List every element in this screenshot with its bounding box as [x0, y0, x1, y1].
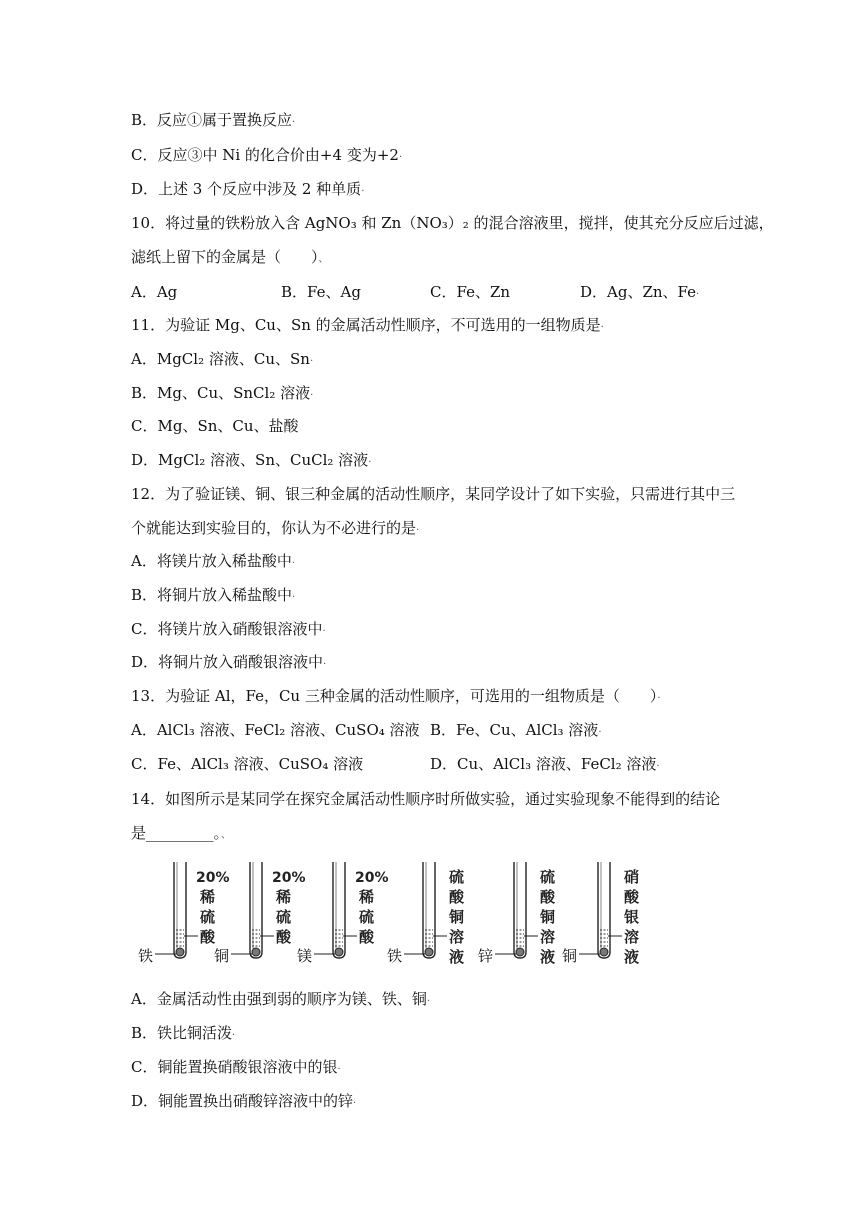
- metal-piece: [335, 948, 343, 956]
- q12-option-b: B．将铜片放入稀盐酸中·: [131, 586, 296, 604]
- q12-option-d: D．将铜片放入硝酸银溶液中·: [131, 653, 327, 671]
- q11-option-c: C．Mg、Sn、Cu、盐酸: [131, 417, 299, 435]
- q9-option-c: C．反应③中 Ni 的化合价由+4 变为+2·: [131, 146, 403, 164]
- q11-option-b: B．Mg、Cu、SnCl₂ 溶液·: [131, 384, 314, 402]
- q14-option-d: D．铜能置换出硝酸锌溶液中的锌·: [131, 1092, 357, 1110]
- tube-glass: [333, 862, 345, 958]
- solution-label-char: 稀: [200, 888, 216, 906]
- solution-label-char: 溶: [449, 928, 465, 946]
- q11-option-d: D．MgCl₂ 溶液、Sn、CuCl₂ 溶液·: [131, 451, 372, 469]
- test-tube-5: [478, 862, 556, 966]
- q14-stem-line2: 是_________。、: [131, 824, 232, 842]
- metal-piece: [252, 948, 260, 956]
- tube-glass: [423, 862, 435, 958]
- q11-stem: 11．为验证 Mg、Cu、Sn 的金属活动性顺序，不可选用的一组物质是·: [131, 316, 604, 334]
- q14-option-a: A．金属活动性由强到弱的顺序为镁、铁、铜·: [131, 990, 431, 1008]
- q13-option-b: B．Fe、Cu、AlCl₃ 溶液·: [430, 721, 602, 739]
- metal-label: 铁: [138, 947, 154, 965]
- q13-option-a: A．AlCl₃ 溶液、FeCl₂ 溶液、CuSO₄ 溶液: [131, 721, 420, 739]
- q14-stem-line1: 14．如图所示是某同学在探究金属活动性顺序时所做实验，通过实验现象不能得到的结论: [131, 790, 721, 808]
- solution-label-char: 液: [449, 948, 465, 966]
- tube-glass: [174, 862, 186, 958]
- solution-label-char: 稀: [276, 888, 292, 906]
- solution-label-char: 铜: [449, 908, 465, 926]
- solution-label-char: 硫: [276, 908, 292, 926]
- solution-label-char: 酸: [276, 928, 292, 946]
- solution-label-char: 20%: [272, 870, 306, 886]
- metal-label: 铁: [387, 947, 403, 965]
- q13-option-c: C．Fe、AlCl₃ 溶液、CuSO₄ 溶液: [131, 755, 364, 773]
- tube-glass: [598, 862, 610, 958]
- q13-stem: 13．为验证 Al，Fe，Cu 三种金属的活动性顺序，可选用的一组物质是（ ）·: [131, 687, 661, 705]
- solution-label-char: 硝: [624, 868, 640, 886]
- solution-label-char: 稀: [359, 888, 375, 906]
- metal-piece: [425, 948, 433, 956]
- solution-label-char: 银: [624, 908, 640, 926]
- solution-label-char: 液: [540, 948, 556, 966]
- q10-option-b: B．Fe、Ag: [281, 283, 361, 301]
- q10-option-d: D．Ag、Zn、Fe·: [580, 283, 700, 301]
- solution-label-char: 酸: [449, 888, 465, 906]
- q14-option-c: C．铜能置换硝酸银溶液中的银·: [131, 1058, 341, 1076]
- solution-label-char: 铜: [540, 908, 556, 926]
- q12-option-c: C．将镁片放入硝酸银溶液中·: [131, 620, 326, 638]
- solution-label-char: 溶: [540, 928, 556, 946]
- tube-glass: [250, 862, 262, 958]
- metal-piece: [516, 948, 524, 956]
- q12-stem-line2: 个就能达到实验目的，你认为不必进行的是·: [131, 519, 420, 537]
- test-tube-4: [387, 862, 465, 966]
- solution-label-char: 酸: [540, 888, 556, 906]
- solution-label-char: 硫: [359, 908, 375, 926]
- solution-label-char: 20%: [196, 870, 230, 886]
- solution-label-char: 溶: [624, 928, 640, 946]
- solution-label-char: 硫: [449, 868, 465, 886]
- q14-option-b: B．铁比铜活泼·: [131, 1024, 236, 1042]
- solution-label-char: 酸: [624, 888, 640, 906]
- q10-option-c: C．Fe、Zn: [430, 283, 511, 301]
- solution-label-char: 酸: [359, 928, 375, 946]
- q12-option-a: A．将镁片放入稀盐酸中·: [131, 552, 296, 570]
- solution-label-char: 液: [624, 948, 640, 966]
- tube-glass: [514, 862, 526, 958]
- metal-piece: [176, 948, 184, 956]
- metal-label: 镁: [297, 947, 313, 965]
- test-tube-experiment-figure: [130, 858, 690, 978]
- test-tube-6: [562, 862, 640, 966]
- q13-option-d: D．Cu、AlCl₃ 溶液、FeCl₂ 溶液·: [430, 755, 660, 773]
- metal-label: 铜: [562, 947, 578, 965]
- metal-piece: [600, 948, 608, 956]
- q10-option-a: A．Ag: [131, 283, 178, 301]
- metal-label: 锌: [478, 947, 494, 965]
- metal-label: 铜: [214, 947, 230, 965]
- test-tube-3: [297, 862, 389, 965]
- q10-stem-line1: 10．将过量的铁粉放入含 AgNO₃ 和 Zn（NO₃）₂ 的混合溶液里，搅拌，使其充分反应后过滤，: [131, 214, 774, 232]
- q11-option-a: A．MgCl₂ 溶液、Cu、Sn·: [131, 350, 314, 368]
- solution-label-char: 20%: [355, 870, 389, 886]
- solution-label-char: 硫: [200, 908, 216, 926]
- q9-option-b: B．反应①属于置换反应·: [131, 111, 296, 129]
- q10-stem-line2: 滤纸上留下的金属是（ ）、: [131, 248, 329, 266]
- solution-label-char: 酸: [200, 928, 216, 946]
- q9-option-d: D．上述 3 个反应中涉及 2 种单质·: [131, 180, 365, 198]
- solution-label-char: 硫: [540, 868, 556, 886]
- q12-stem-line1: 12．为了验证镁、铜、银三种金属的活动性顺序，某同学设计了如下实验，只需进行其中三: [131, 485, 736, 503]
